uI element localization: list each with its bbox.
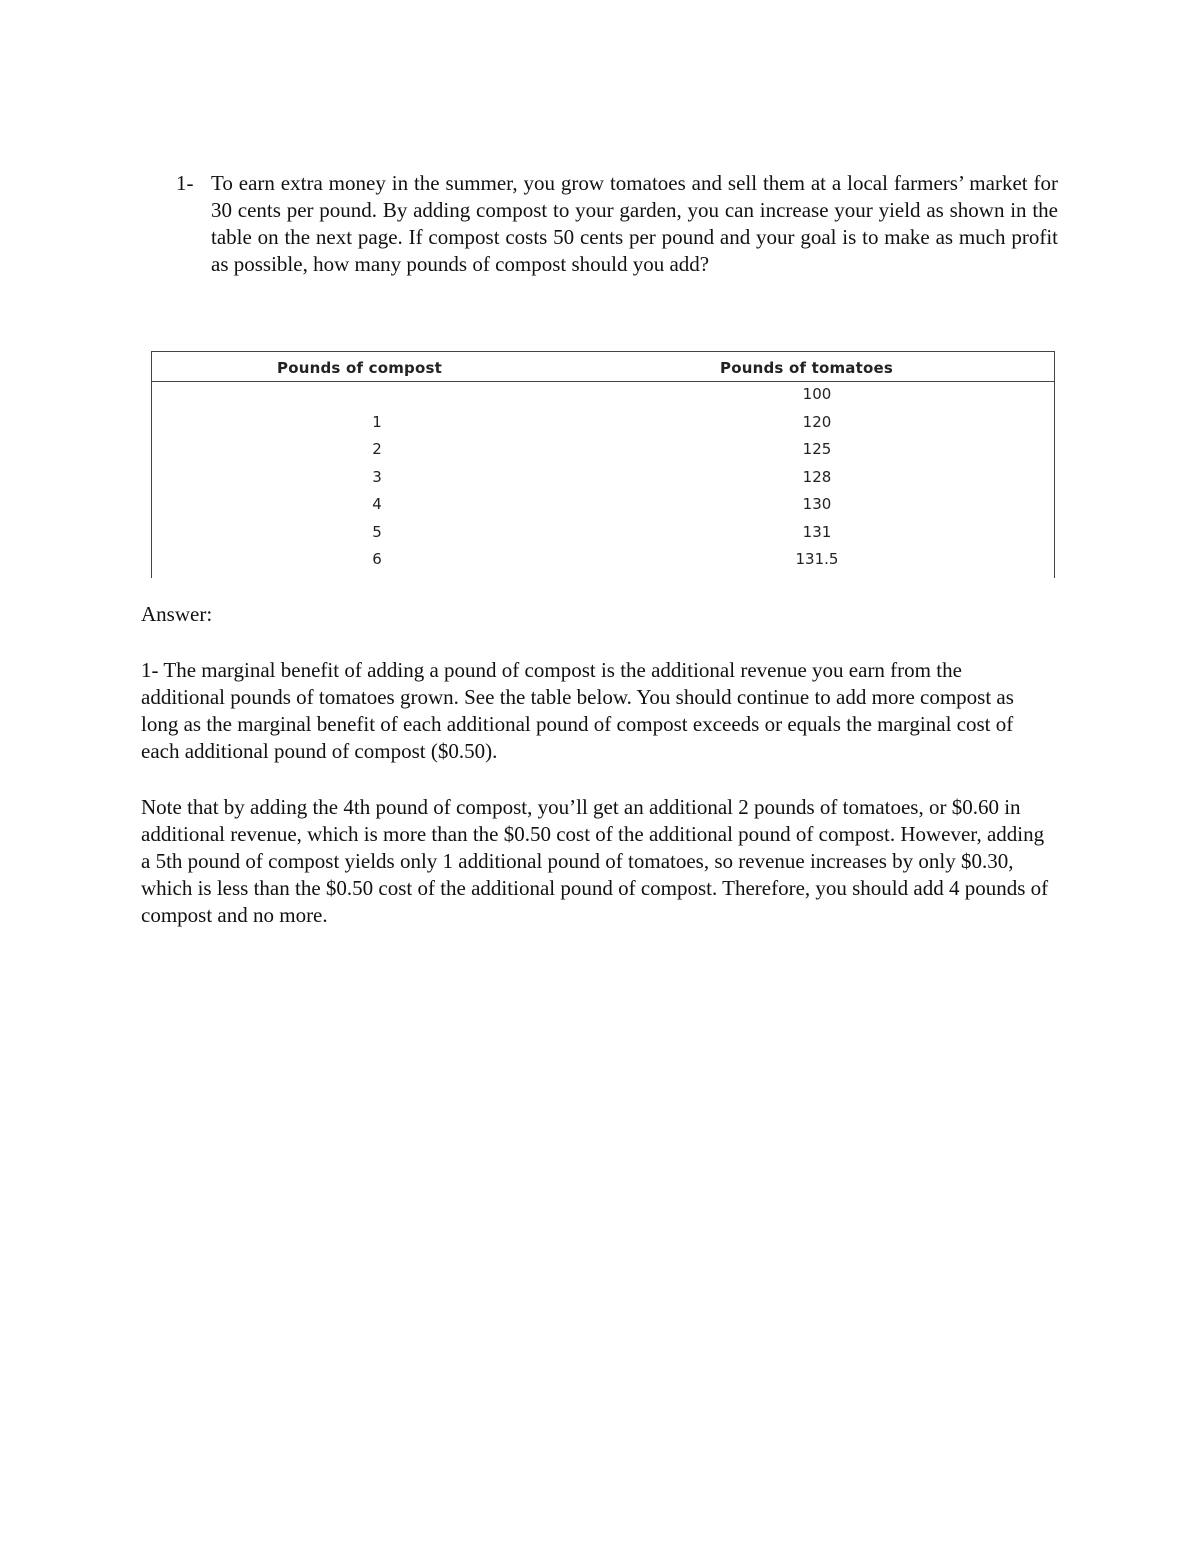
table-row xyxy=(152,468,1054,496)
answer-paragraph-1: 1- The marginal benefit of adding a pound of compost is the additional revenue you earn from the additional pounds of tomatoes grown. See the table below. You should continue to add more compost as long as the marginal benefit of each additional pound of compost exceeds or equals the marginal cost of each additional pound of compost ($0.50). xyxy=(141,658,1014,763)
question-number: 1- xyxy=(176,171,194,195)
table-body xyxy=(152,385,1054,578)
tomatoes-cell: 128 xyxy=(802,467,832,486)
compost-cell: 4 xyxy=(372,495,382,513)
tomatoes-cell: 131.5 xyxy=(795,550,839,568)
compost-cell: 6 xyxy=(372,550,382,568)
table-row xyxy=(152,385,1054,413)
compost-cell: 2 xyxy=(372,440,382,458)
table-row xyxy=(152,495,1054,523)
question-block xyxy=(176,170,1058,278)
table-row xyxy=(152,413,1054,441)
tomatoes-cell: 120 xyxy=(802,412,832,431)
answer-paragraph-2: Note that by adding the 4th pound of compost, you’ll get an additional 2 pounds of tomatoes, or $0.60 in additional revenue, which is more than the $0.50 cost of the additional pound of compost. However, adding a 5th pound of compost yields only 1 additional pound of tomatoes, so revenue increases by only $0.30, which is less than the $0.50 cost of the additional pound of compost. Therefore, you should add 4 pounds of compost and no more. xyxy=(141,795,1049,927)
compost-tomato-table xyxy=(151,351,1055,578)
tomatoes-cell: 125 xyxy=(802,440,832,458)
compost-cell: 5 xyxy=(372,522,382,541)
answer-label: Answer: xyxy=(141,602,213,626)
tomatoes-cell: 130 xyxy=(802,495,832,513)
compost-cell: 1 xyxy=(372,412,382,431)
header-pounds-of-tomatoes: Pounds of tomatoes xyxy=(720,359,894,377)
table-header xyxy=(152,352,1054,382)
table-row xyxy=(152,523,1054,551)
header-pounds-of-compost: Pounds of compost xyxy=(277,359,442,377)
compost-cell: 3 xyxy=(372,467,382,486)
question-text: To earn extra money in the summer, you grow tomatoes and sell them at a local farmers’ market for 30 cents per pound. By adding compost to your garden, you can increase your yield as shown in the table on the next page. If compost costs 50 cents per pound and your goal is to make as much profit as possible, how many pounds of compost should you add? xyxy=(211,171,1058,276)
tomatoes-cell: 131 xyxy=(802,522,832,541)
tomatoes-cell: 100 xyxy=(802,385,832,403)
table-row xyxy=(152,550,1054,578)
table-row xyxy=(152,440,1054,468)
